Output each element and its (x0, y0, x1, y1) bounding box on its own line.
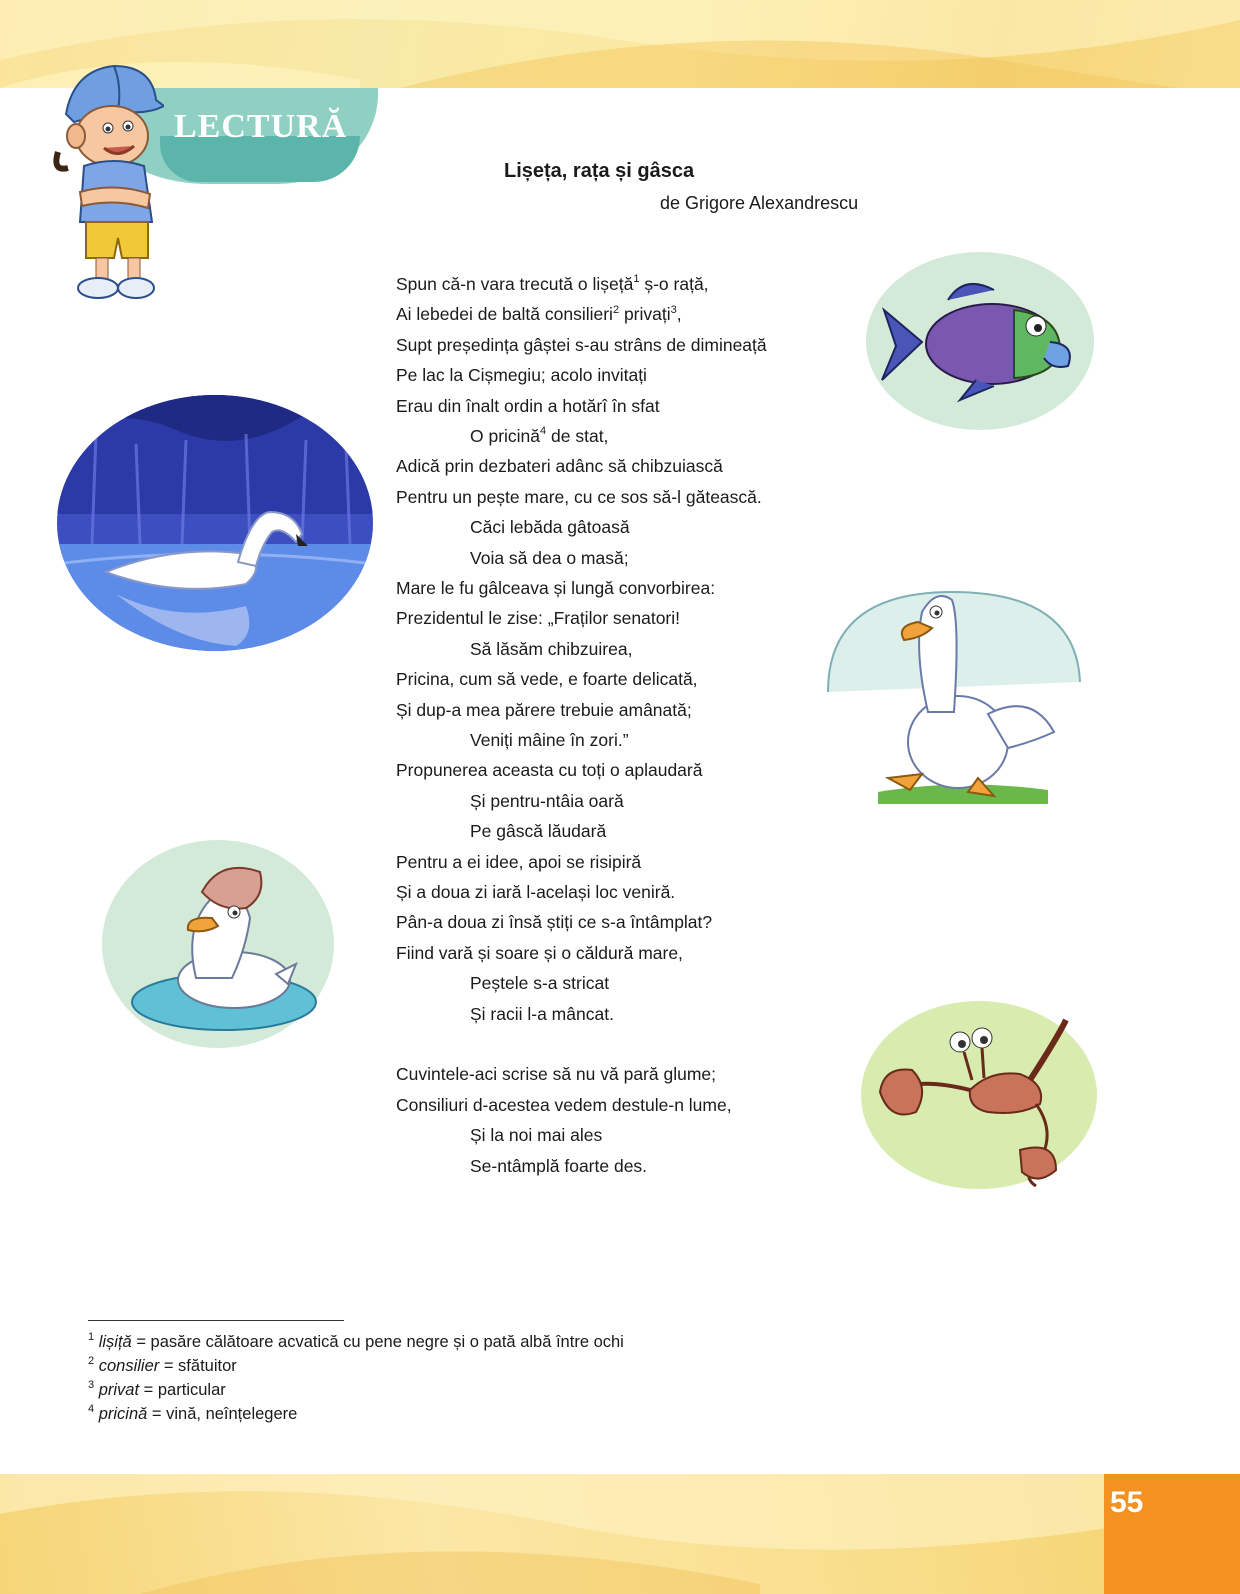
poem-line-text: Și pentru-ntâia oară (470, 790, 624, 811)
poem-line (396, 394, 660, 418)
poem-line (470, 424, 608, 448)
footnote (88, 1378, 226, 1402)
poem-line (396, 941, 683, 965)
poem-line (470, 637, 632, 661)
band-swirl-graphic (0, 1474, 1240, 1594)
footnote-term: pricină (98, 1405, 148, 1423)
footnote-definition: = particular (139, 1381, 226, 1399)
poem-line-text: privați (619, 304, 671, 325)
poem-line (470, 515, 630, 539)
poem-line-text: Pentru a ei idee, apoi se risipiră (396, 851, 642, 872)
poem-line-text: Ai lebedei de baltă consilieri (396, 304, 613, 325)
poem-line (470, 1002, 614, 1026)
poem-line-text: Fiind vară și soare și o căldură mare, (396, 942, 683, 963)
poem-line-text: ș-o rață, (639, 274, 709, 294)
poem-line (396, 485, 762, 509)
poem-line (396, 698, 692, 722)
bottom-decorative-band (0, 1474, 1240, 1594)
poem-line (396, 272, 709, 296)
goose-illustration (818, 582, 1086, 804)
poem-line (396, 454, 723, 478)
duck-illustration (100, 838, 336, 1050)
top-decorative-band (0, 0, 1240, 88)
crayfish-illustration (860, 1000, 1098, 1190)
poem-line (396, 850, 641, 874)
poem-line (470, 971, 609, 995)
footnote-definition: = vină, neînțelegere (147, 1405, 298, 1423)
poem-line (396, 667, 698, 691)
poem-line-text: Mare le fu gâlceava și lungă convorbirea: (396, 578, 716, 598)
poem-line (396, 606, 680, 630)
poem-line-text: Căci lebăda gâtoasă (470, 517, 630, 538)
poem-line-text: Consiliuri d-acestea vedem destule-n lume, (396, 1094, 732, 1115)
fish-illustration (864, 250, 1096, 432)
poem-line (396, 1062, 716, 1086)
poem-line-text: Și la noi mai ales (470, 1125, 603, 1146)
poem-line-text: Și dup-a mea părere trebuie amânată; (396, 699, 692, 720)
poem-line (470, 728, 629, 752)
footnote (88, 1402, 297, 1426)
poem-line (470, 819, 606, 843)
poem-line-text: Pân-a doua zi însă știți ce s-a întâmplat? (396, 912, 713, 933)
footnote-divider (88, 1320, 344, 1321)
poem-line-text: Și a doua zi iară l-același loc veniră. (396, 882, 676, 902)
poem-line-text: Cuvintele-aci scrise să nu vă pară glume; (396, 1064, 717, 1085)
poem-line-text: Veniți mâine în zori.” (470, 730, 629, 750)
footnote-term: consilier (98, 1357, 160, 1375)
footnote-number: 1 (88, 1330, 95, 1343)
poem-line-text: Se-ntâmplă foarte des. (470, 1155, 648, 1176)
section-title: LECTURĂ (174, 108, 348, 145)
poem-line-text: Și racii l-a mâncat. (470, 1003, 614, 1024)
band-swirl-graphic (0, 0, 1240, 88)
poem-line-text: Pe lac la Cișmegiu; acolo invitați (396, 365, 647, 386)
poem-line-text: Prezidentul le zise: „Fraților senatori! (396, 608, 680, 629)
poem-line (396, 576, 715, 600)
footnote-number: 2 (88, 1354, 95, 1367)
footnote-term: privat (98, 1381, 140, 1399)
poem-line-text: Supt președința gâștei s-au strâns de dimineață (396, 334, 767, 355)
footnote-number: 3 (88, 1378, 95, 1391)
poem-line-text: Peștele s-a stricat (470, 973, 610, 994)
footnote-term: lișiță (98, 1333, 132, 1351)
poem-line-text: Spun că-n vara trecută o lișeță (396, 274, 634, 294)
poem-line-text: Pricina, cum să vede, e foarte delicată, (396, 669, 698, 690)
poem-line-text: , (676, 304, 682, 325)
poem-line (470, 1123, 602, 1147)
footnote-number: 4 (88, 1402, 95, 1415)
poem-line-text: O pricină (470, 426, 541, 446)
poem-author: de Grigore Alexandrescu (660, 193, 859, 213)
swan-illustration (56, 394, 374, 652)
footnote-definition: = pasăre călătoare acvatică cu pene negre și o pată albă între ochi (131, 1333, 624, 1351)
poem-line-text: Voia să dea o masă; (470, 547, 629, 568)
poem-line-text: Să lăsăm chibzuirea, (470, 638, 633, 659)
footnote (88, 1330, 624, 1354)
poem-line (396, 758, 702, 782)
poem-line-text: de stat, (546, 426, 609, 446)
footnote-definition: = sfătuitor (159, 1357, 237, 1375)
poem-line (396, 302, 682, 326)
poem-line (470, 1154, 647, 1178)
boy-mascot-illustration (44, 52, 164, 302)
poem-line (396, 880, 675, 904)
poem-line-text: Propunerea aceasta cu toți o aplaudară (396, 760, 703, 781)
poem-line-text: Pe gâscă lăudară (470, 821, 607, 842)
footnote-marker: 3 (670, 303, 677, 316)
footnote (88, 1354, 237, 1378)
poem-line (396, 1093, 732, 1117)
poem-title: Lișeța, rața și gâsca (504, 160, 695, 182)
poem-line (396, 910, 712, 934)
page-number: 55 (1110, 1486, 1144, 1519)
poem-line (470, 546, 629, 570)
poem-line (396, 363, 647, 387)
footnote-marker: 2 (612, 303, 620, 316)
poem-line-text: Pentru un pește mare, cu ce sos să-l gătească. (396, 486, 762, 507)
poem-line-text: Adică prin dezbateri adânc să chibzuiască (396, 456, 723, 477)
footnote-marker: 1 (633, 273, 640, 286)
poem-line (396, 333, 767, 357)
poem-line (470, 789, 624, 813)
footnote-marker: 4 (540, 425, 547, 438)
poem-line-text: Erau din înalt ordin a hotărî în sfat (396, 395, 660, 416)
